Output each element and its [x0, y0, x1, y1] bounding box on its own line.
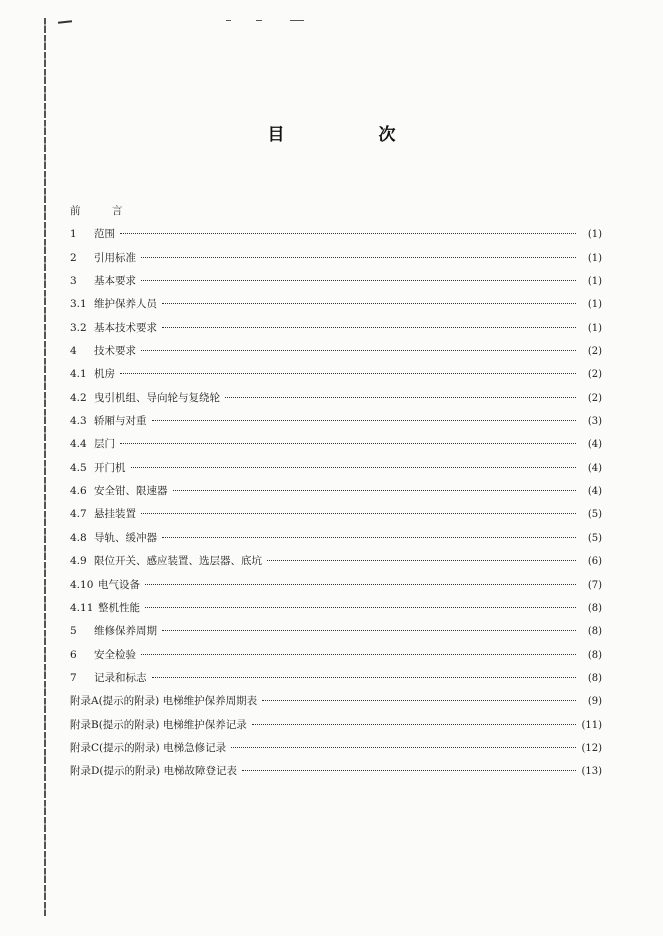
toc-entry-text: 层门: [94, 438, 115, 451]
toc-leader-dots: [225, 397, 576, 398]
toc-entry-label: [70, 694, 260, 708]
toc-entry: [70, 344, 602, 367]
toc-entry-label: [70, 204, 139, 218]
toc-entry-number: 4.9: [70, 555, 87, 568]
toc-entry-text: 安全钳、限速器: [94, 485, 168, 498]
toc-entry: [70, 297, 602, 320]
toc-entry-number: 4.6: [70, 485, 87, 498]
toc-leader-dots: [262, 700, 576, 701]
toc-leader-dots: [141, 257, 576, 258]
toc-entry-label: [70, 484, 171, 498]
toc-entry-label: [70, 391, 223, 405]
toc-entry: [70, 694, 602, 717]
toc-entry-text: 机房: [94, 368, 115, 381]
toc-page-number: (2): [587, 346, 602, 358]
toc-entry: [70, 601, 602, 624]
toc-entry: [70, 648, 602, 671]
toc-entry: [70, 484, 602, 507]
toc-leader-dots: [267, 560, 576, 561]
toc-entry-label: [70, 671, 150, 685]
toc-entry: [70, 671, 602, 694]
toc-entry: [70, 274, 602, 297]
toc-page-number: (8): [587, 649, 602, 661]
toc-entry: [70, 414, 602, 437]
toc-page-number: (1): [587, 252, 602, 264]
toc-entry-label: [70, 367, 118, 381]
toc-page-number: (1): [587, 322, 602, 334]
toc-page-number: (1): [587, 276, 602, 288]
toc-entry-number: 7: [70, 671, 77, 684]
toc-entry-label: [70, 648, 139, 662]
toc-entry-label: [70, 507, 139, 521]
toc-entry-number: 4.1: [70, 368, 87, 381]
toc-entry-text: 开门机: [94, 461, 126, 474]
toc-entry: [70, 718, 602, 741]
toc-entry-number: 5: [70, 625, 77, 638]
toc-entry-foreword: [70, 204, 602, 227]
toc-leader-dots: [131, 467, 577, 468]
scan-mark: [226, 20, 231, 21]
toc-leader-dots: [145, 607, 576, 608]
toc-entry-label: [70, 554, 265, 568]
toc-page-number: (1): [587, 299, 602, 311]
toc-entry-label: [70, 274, 139, 288]
toc-entry-label: [70, 297, 160, 311]
toc-entry-number: 4.7: [70, 508, 87, 521]
toc-leader-dots: [162, 303, 576, 304]
toc-page-number: (11): [581, 719, 602, 731]
toc-entry-label: [70, 624, 160, 638]
toc-entry: [70, 251, 602, 274]
toc-entry-number: 2: [70, 251, 77, 264]
toc-page-number: (4): [587, 462, 602, 474]
toc-entry-label: [70, 531, 160, 545]
toc-entry: [70, 507, 602, 530]
toc-entry-text: 范围: [94, 228, 115, 241]
toc-leader-dots: [231, 747, 576, 748]
toc-entry-text: 附录A(提示的附录) 电梯维护保养周期表: [70, 695, 258, 708]
toc-leader-dots: [162, 630, 576, 631]
toc-entry: [70, 578, 602, 601]
toc-entry-number: 4.11: [70, 601, 94, 614]
binding-edge: [44, 18, 46, 916]
scan-mark: [256, 20, 262, 21]
toc-entry: [70, 461, 602, 484]
toc-entry-number: 4.5: [70, 461, 87, 474]
toc-entry-label: [70, 461, 129, 475]
toc-leader-dots: [120, 443, 576, 444]
toc-entry-number: 4.4: [70, 438, 87, 451]
toc-entry-text: 记录和标志: [94, 671, 147, 684]
toc-entry: [70, 624, 602, 647]
toc-leader-dots: [120, 373, 576, 374]
toc-page-number: (5): [587, 532, 602, 544]
toc-entry-label: [70, 718, 250, 732]
toc-entry-text: 引用标准: [94, 251, 136, 264]
toc-entry-text: 曳引机组、导向轮与复绕轮: [94, 391, 220, 404]
toc-page-number: (5): [587, 509, 602, 521]
toc-page-number: (8): [587, 626, 602, 638]
toc-entry-text: 导轨、缓冲器: [94, 531, 157, 544]
toc-entry-number: 4.8: [70, 531, 87, 544]
toc-entry: [70, 321, 602, 344]
toc-entry-text: 维护保养人员: [94, 298, 157, 311]
toc-entry-number: 1: [70, 228, 77, 241]
toc-entry-text: 技术要求: [94, 345, 136, 358]
toc-entry-number: 4.10: [70, 578, 94, 591]
toc-leader-dots: [173, 490, 577, 491]
toc-entry: [70, 554, 602, 577]
toc-page-number: (4): [587, 486, 602, 498]
toc-entry: [70, 437, 602, 460]
toc-entry-label: [70, 437, 118, 451]
toc-entry-label: [70, 741, 229, 755]
toc-entry-label: [70, 251, 139, 265]
toc-page-number: (13): [581, 766, 602, 778]
toc-entry-text: 维修保养周期: [94, 625, 157, 638]
toc-leader-dots: [152, 420, 577, 421]
toc-entry-text: 基本技术要求: [94, 321, 157, 334]
toc-entry: [70, 531, 602, 554]
toc-leader-dots: [141, 280, 576, 281]
toc-page-number: (9): [587, 696, 602, 708]
toc-leader-dots: [120, 233, 576, 234]
toc-entry-text: 电气设备: [98, 578, 140, 591]
toc-leader-dots: [242, 770, 576, 771]
toc-page-number: (6): [587, 556, 602, 568]
toc-entry-text: 限位开关、感应装置、选层器、底坑: [94, 555, 262, 568]
toc-entry: [70, 764, 602, 787]
toc-entry-number: 4.2: [70, 391, 87, 404]
toc-page-number: (2): [587, 392, 602, 404]
toc-page-number: (1): [587, 229, 602, 241]
toc-leader-dots: [152, 677, 577, 678]
toc-entry-text: 轿厢与对重: [94, 415, 147, 428]
toc-leader-dots: [252, 724, 576, 725]
toc-entry-label: [70, 764, 240, 778]
toc-entry-number: 4.3: [70, 415, 87, 428]
scan-mark: [290, 20, 304, 21]
toc-entry-label: [70, 227, 118, 241]
toc-entry: [70, 227, 602, 250]
toc-page-number: (4): [587, 439, 602, 451]
toc-entry-label: [70, 601, 143, 615]
toc-page-number: (2): [587, 369, 602, 381]
toc-entry-label: [70, 344, 139, 358]
page-title: 目 次: [267, 125, 440, 145]
toc-entry: [70, 741, 602, 764]
toc-page-number: (8): [587, 602, 602, 614]
toc-entry-text: 附录C(提示的附录) 电梯急修记录: [70, 741, 227, 754]
toc-entry-number: 6: [70, 648, 77, 661]
table-of-contents: [70, 204, 602, 788]
toc-entry-text: 整机性能: [98, 601, 140, 614]
toc-entry-number: 3: [70, 275, 77, 288]
toc-entry-text: 前 言: [70, 205, 137, 217]
toc-entry: [70, 391, 602, 414]
toc-leader-dots: [141, 654, 576, 655]
toc-entry-text: 附录B(提示的附录) 电梯维护保养记录: [70, 718, 247, 731]
toc-leader-dots: [141, 513, 576, 514]
toc-entry-text: 基本要求: [94, 275, 136, 288]
toc-page-number: (8): [587, 672, 602, 684]
toc-entry-number: 3.2: [70, 321, 87, 334]
toc-page-number: (7): [587, 579, 602, 591]
toc-leader-dots: [141, 350, 576, 351]
scan-mark: [58, 20, 72, 23]
toc-entry-text: 安全检验: [94, 648, 136, 661]
toc-entry-label: [70, 578, 143, 592]
toc-page-number: (12): [581, 742, 602, 754]
toc-entry: [70, 367, 602, 390]
toc-leader-dots: [162, 327, 576, 328]
toc-entry-number: 4: [70, 345, 77, 358]
toc-entry-text: 附录D(提示的附录) 电梯故障登记表: [70, 765, 237, 778]
toc-entry-text: 悬挂装置: [94, 508, 136, 521]
toc-entry-label: [70, 321, 160, 335]
toc-leader-dots: [145, 584, 576, 585]
toc-page-number: (3): [587, 416, 602, 428]
toc-entry-label: [70, 414, 150, 428]
toc-entry-number: 3.1: [70, 298, 87, 311]
toc-leader-dots: [162, 537, 576, 538]
